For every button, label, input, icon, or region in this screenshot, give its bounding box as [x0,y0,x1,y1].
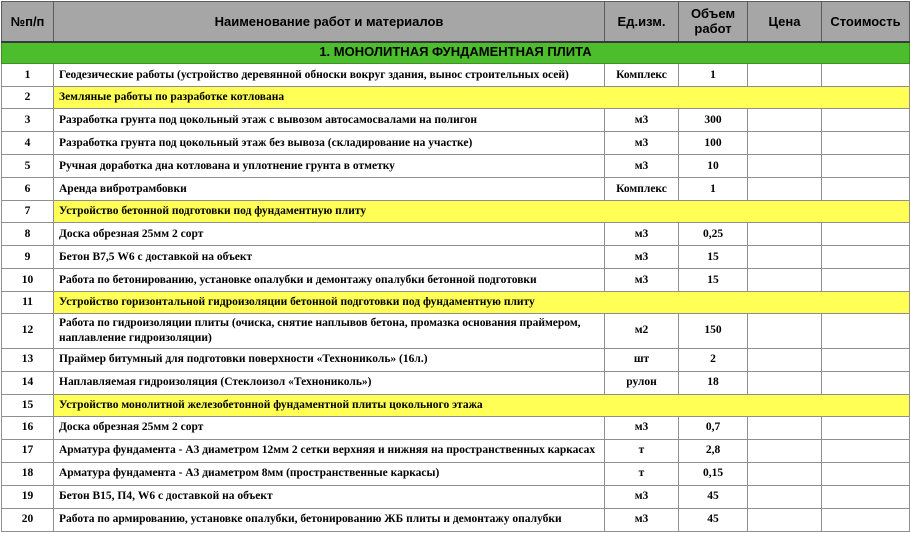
volume-cell: 0,25 [679,223,748,246]
item-row [2,64,910,87]
group-name-cell: Устройство горизонтальной гидроизоляции бетонной подготовки под фундаментную плиту [54,292,910,314]
price-cell [748,64,822,87]
unit-cell: м3 [605,132,679,155]
price-cell [748,348,822,371]
volume-cell: 300 [679,109,748,132]
item-name-cell: Арматура фундамента - А3 диаметром 8мм (пространственные каркасы) [54,462,605,485]
price-cell [748,223,822,246]
item-name-cell: Бетон В15, П4, W6 с доставкой на объект [54,485,605,508]
item-row [2,109,910,132]
column-header-name: Наименование работ и материалов [54,2,605,42]
item-row [2,416,910,439]
row-number-cell: 8 [2,223,54,246]
cost-cell [822,462,910,485]
price-cell [748,132,822,155]
cost-cell [822,246,910,269]
section-title: 1. МОНОЛИТНАЯ ФУНДАМЕНТНАЯ ПЛИТА [2,42,910,64]
row-number-cell: 18 [2,462,54,485]
group-row [2,87,910,109]
row-number-cell: 15 [2,394,54,416]
item-row [2,223,910,246]
item-name-cell: Доска обрезная 25мм 2 сорт [54,223,605,246]
volume-cell: 1 [679,178,748,201]
estimate-table [1,1,910,532]
unit-cell: т [605,439,679,462]
item-name-cell: Разработка грунта под цокольный этаж без вывоза (складирование на участке) [54,132,605,155]
column-header-volume: Объем работ [679,2,748,42]
item-name-cell: Праймер битумный для подготовки поверхности «Технониколь» (16л.) [54,348,605,371]
cost-cell [822,439,910,462]
price-cell [748,416,822,439]
unit-cell: м3 [605,269,679,292]
volume-cell: 18 [679,371,748,394]
group-row [2,394,910,416]
row-number-cell: 1 [2,64,54,87]
volume-cell: 0,15 [679,462,748,485]
row-number-cell: 3 [2,109,54,132]
row-number-cell: 2 [2,87,54,109]
unit-cell: шт [605,348,679,371]
row-number-cell: 16 [2,416,54,439]
row-number-cell: 12 [2,314,54,349]
cost-cell [822,109,910,132]
volume-cell: 10 [679,155,748,178]
unit-cell: м3 [605,223,679,246]
row-number-cell: 19 [2,485,54,508]
group-row [2,292,910,314]
item-name-cell: Наплавляемая гидроизоляция (Стеклоизол «Технониколь») [54,371,605,394]
header-row [2,2,910,42]
column-header-number: №п/п [2,2,54,42]
cost-cell [822,508,910,531]
group-name-cell: Земляные работы по разработке котлована [54,87,910,109]
volume-cell: 15 [679,246,748,269]
item-row [2,485,910,508]
item-name-cell: Работа по армированию, установке опалубки, бетонированию ЖБ плиты и демонтажу опалубки [54,508,605,531]
item-name-cell: Бетон В7,5 W6 с доставкой на объект [54,246,605,269]
cost-cell [822,223,910,246]
cost-cell [822,485,910,508]
item-name-cell: Арматура фундамента - А3 диаметром 12мм 2 сетки верхняя и нижняя на пространственных каркасах [54,439,605,462]
column-header-cost: Стоимость [822,2,910,42]
column-header-unit: Ед.изм. [605,2,679,42]
unit-cell: м3 [605,109,679,132]
group-name-cell: Устройство монолитной железобетонной фундаментной плиты цокольного этажа [54,394,910,416]
row-number-cell: 5 [2,155,54,178]
item-row [2,269,910,292]
row-number-cell: 14 [2,371,54,394]
section-row [2,42,910,64]
price-cell [748,439,822,462]
item-row [2,462,910,485]
unit-cell: т [605,462,679,485]
column-header-price: Цена [748,2,822,42]
unit-cell: рулон [605,371,679,394]
cost-cell [822,416,910,439]
price-cell [748,246,822,269]
price-cell [748,155,822,178]
row-number-cell: 6 [2,178,54,201]
cost-cell [822,132,910,155]
group-name-cell: Устройство бетонной подготовки под фундаментную плиту [54,201,910,223]
cost-cell [822,64,910,87]
volume-cell: 100 [679,132,748,155]
price-cell [748,314,822,349]
cost-cell [822,314,910,349]
volume-cell: 150 [679,314,748,349]
price-cell [748,508,822,531]
item-row [2,246,910,269]
price-cell [748,485,822,508]
volume-cell: 0,7 [679,416,748,439]
row-number-cell: 10 [2,269,54,292]
item-name-cell: Геодезические работы (устройство деревянной обноски вокруг здания, вынос строительных осей) [54,64,605,87]
cost-cell [822,348,910,371]
row-number-cell: 11 [2,292,54,314]
item-row [2,178,910,201]
volume-cell: 15 [679,269,748,292]
volume-cell: 2,8 [679,439,748,462]
volume-cell: 45 [679,485,748,508]
cost-cell [822,178,910,201]
price-cell [748,462,822,485]
cost-cell [822,269,910,292]
item-name-cell: Доска обрезная 25мм 2 сорт [54,416,605,439]
row-number-cell: 9 [2,246,54,269]
item-row [2,132,910,155]
price-cell [748,269,822,292]
item-name-cell: Ручная доработка дна котлована и уплотнение грунта в отметку [54,155,605,178]
unit-cell: м3 [605,246,679,269]
item-row [2,439,910,462]
volume-cell: 2 [679,348,748,371]
volume-cell: 45 [679,508,748,531]
row-number-cell: 13 [2,348,54,371]
item-row [2,314,910,349]
row-number-cell: 7 [2,201,54,223]
unit-cell: м3 [605,508,679,531]
price-cell [748,371,822,394]
table-header [2,2,910,42]
volume-cell: 1 [679,64,748,87]
row-number-cell: 17 [2,439,54,462]
unit-cell: м3 [605,485,679,508]
item-name-cell: Работа по гидроизоляции плиты (очиска, снятие наплывов бетона, промазка основания праймером, наплавление гидроизоляции) [54,314,605,349]
unit-cell: Комплекс [605,178,679,201]
item-name-cell: Аренда вибротрамбовки [54,178,605,201]
row-number-cell: 20 [2,508,54,531]
price-cell [748,178,822,201]
item-row [2,348,910,371]
row-number-cell: 4 [2,132,54,155]
item-row [2,155,910,178]
unit-cell: м3 [605,155,679,178]
item-row [2,371,910,394]
unit-cell: Комплекс [605,64,679,87]
item-name-cell: Разработка грунта под цокольный этаж с вывозом автосамосвалами на полигон [54,109,605,132]
unit-cell: м3 [605,416,679,439]
cost-cell [822,155,910,178]
item-name-cell: Работа по бетонированию, установке опалубки и демонтажу опалубки бетонной подготовки [54,269,605,292]
item-row [2,508,910,531]
price-cell [748,109,822,132]
unit-cell: м2 [605,314,679,349]
group-row [2,201,910,223]
cost-cell [822,371,910,394]
